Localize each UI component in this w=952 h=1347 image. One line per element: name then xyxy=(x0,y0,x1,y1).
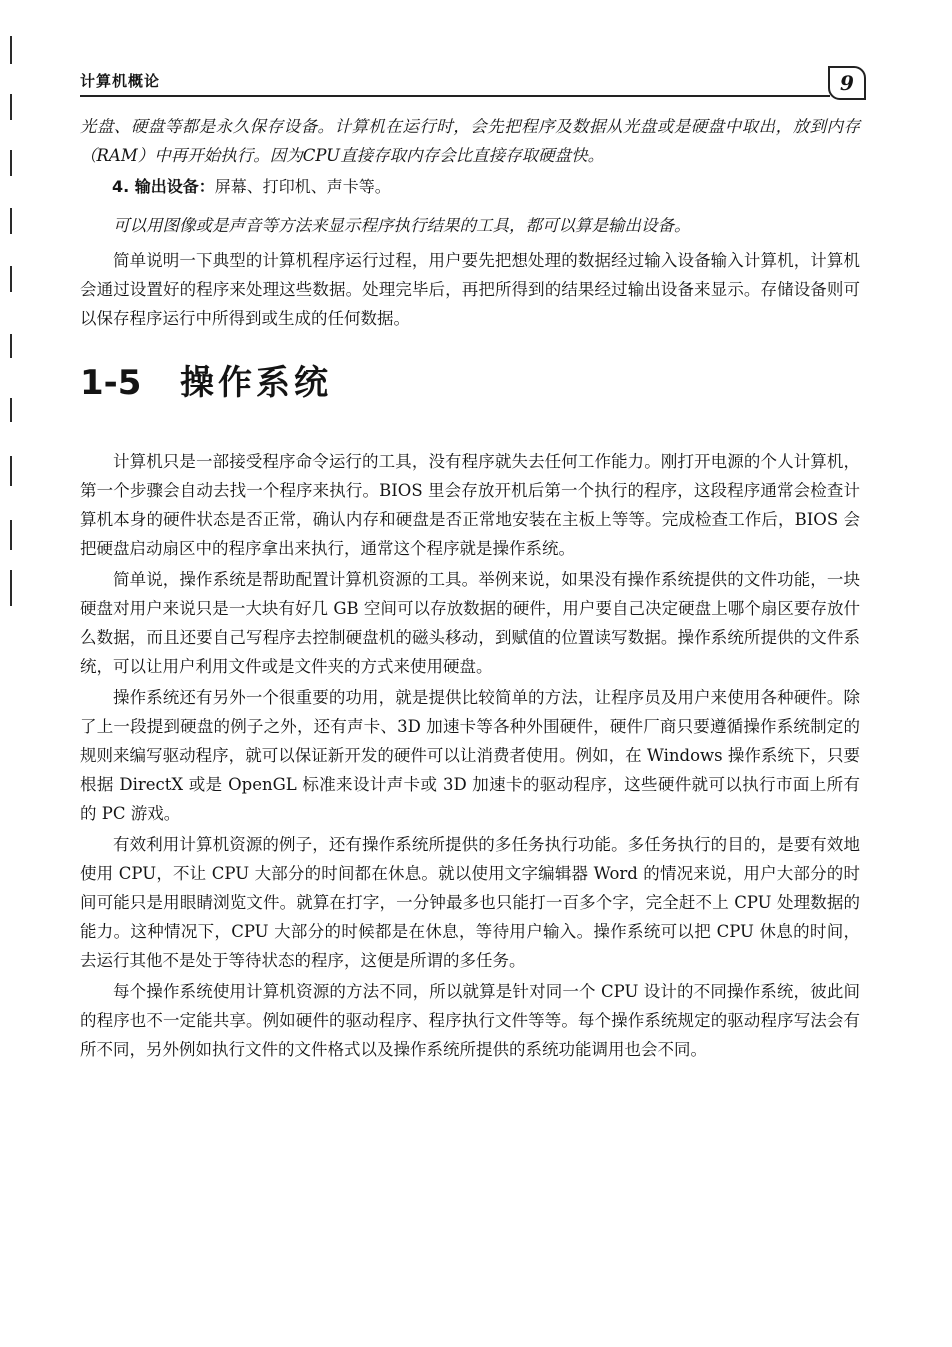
binding-edge-mark xyxy=(10,94,12,120)
body-paragraph-4: 有效利用计算机资源的例子，还有操作系统所提供的多任务执行功能。多任务执行的目的，是要有效地使用 CPU，不让 CPU 大部分的时间都在休息。就以使用文字编辑器 Word 的情况来说，用户大部分的时间可能只是用眼睛浏览文件。就算在打字，一分钟最多也只能打一百多个字，完全赶不上 CPU 处理数据的能力。这种情况下，CPU 大部分的时候都是在休息，等待用户输入。操作系统可以把 CPU 休息的时间，去运行其他不是处于等待状态的程序，这便是所谓的多任务。 xyxy=(80,835,860,970)
body-paragraph-3: 操作系统还有另外一个很重要的功用，就是提供比较简单的方法，让程序员及用户来使用各种硬件。除了上一段提到硬盘的例子之外，还有声卡、3D 加速卡等各种外围硬件，硬件厂商只要遵循操作系统制定的规则来编写驱动程序，就可以保证新开发的硬件可以让消费者使用。例如，在 Windows 操作系统下，只要根据 DirectX 或是 OpenGL 标准来设计声卡或 3D 加速卡的驱动程序，这些硬件就可以执行市面上所有的 PC 游戏。 xyxy=(80,688,860,823)
binding-edge-mark xyxy=(10,520,12,550)
page-body xyxy=(80,112,860,1066)
binding-edge-mark xyxy=(10,398,12,422)
binding-edge-mark xyxy=(10,570,12,606)
output-devices-list: 屏幕、打印机、声卡等。 xyxy=(214,177,391,196)
page-number: 9 xyxy=(828,66,866,100)
binding-edge-mark xyxy=(10,150,12,176)
binding-edge-mark xyxy=(10,266,12,292)
binding-edge-mark xyxy=(10,208,12,234)
section-heading xyxy=(80,361,860,405)
continuation-paragraph: 光盘、硬盘等都是永久保存设备。计算机在运行时，会先把程序及数据从光盘或是硬盘中取出，放到内存（RAM）中再开始执行。因为CPU直接存取内存会比直接存取硬盘快。 xyxy=(80,117,860,165)
binding-edge-mark xyxy=(10,334,12,358)
binding-edge-mark xyxy=(10,456,12,486)
header-rule xyxy=(80,95,830,97)
body-paragraph-1: 计算机只是一部接受程序命令运行的工具，没有程序就失去任何工作能力。刚打开电源的个人计算机，第一个步骤会自动去找一个程序来执行。BIOS 里会存放开机后第一个执行的程序，这段程序通常会检查计算机本身的硬件状态是否正常，确认内存和硬盘是否正常地安装在主板上等等。完成检查工作后，BIOS 会把硬盘启动扇区中的程序拿出来执行，通常这个程序就是操作系统。 xyxy=(80,452,860,558)
body-paragraph-5: 每个操作系统使用计算机资源的方法不同，所以就算是针对同一个 CPU 设计的不同操作系统，彼此间的程序也不一定能共享。例如硬件的驱动程序、程序执行文件等等。每个操作系统规定的驱动程序写法会有所不同，另外例如执行文件的文件格式以及操作系统所提供的系统功能调用也会不同。 xyxy=(80,982,860,1059)
body-paragraph-2: 简单说，操作系统是帮助配置计算机资源的工具。举例来说，如果没有操作系统提供的文件功能，一块硬盘对用户来说只是一大块有好几 GB 空间可以存放数据的硬件，用户要自己决定硬盘上哪个扇区要存放什么数据，而且还要自己写程序去控制硬盘机的磁头移动，到赋值的位置读写数据。操作系统所提供的文件系统，可以让用户利用文件或是文件夹的方式来使用硬盘。 xyxy=(80,570,860,676)
binding-edge-mark xyxy=(10,36,12,64)
header-title: 计算机概论 xyxy=(80,72,161,90)
output-devices-lead: 4. 输出设备： xyxy=(112,177,215,196)
section-number: 1-5 xyxy=(80,363,142,403)
summary-paragraph: 简单说明一下典型的计算机程序运行过程，用户要先把想处理的数据经过输入设备输入计算机，计算机会通过设置好的程序来处理这些数据。处理完毕后，再把所得到的结果经过输出设备来显示。存储设备则可以保存程序运行中所得到或生成的任何数据。 xyxy=(80,251,860,328)
output-devices-item xyxy=(80,172,860,201)
output-devices-note: 可以用图像或是声音等方法来显示程序执行结果的工具，都可以算是输出设备。 xyxy=(113,216,691,235)
running-header xyxy=(80,62,870,98)
section-title: 操作系统 xyxy=(180,363,332,403)
